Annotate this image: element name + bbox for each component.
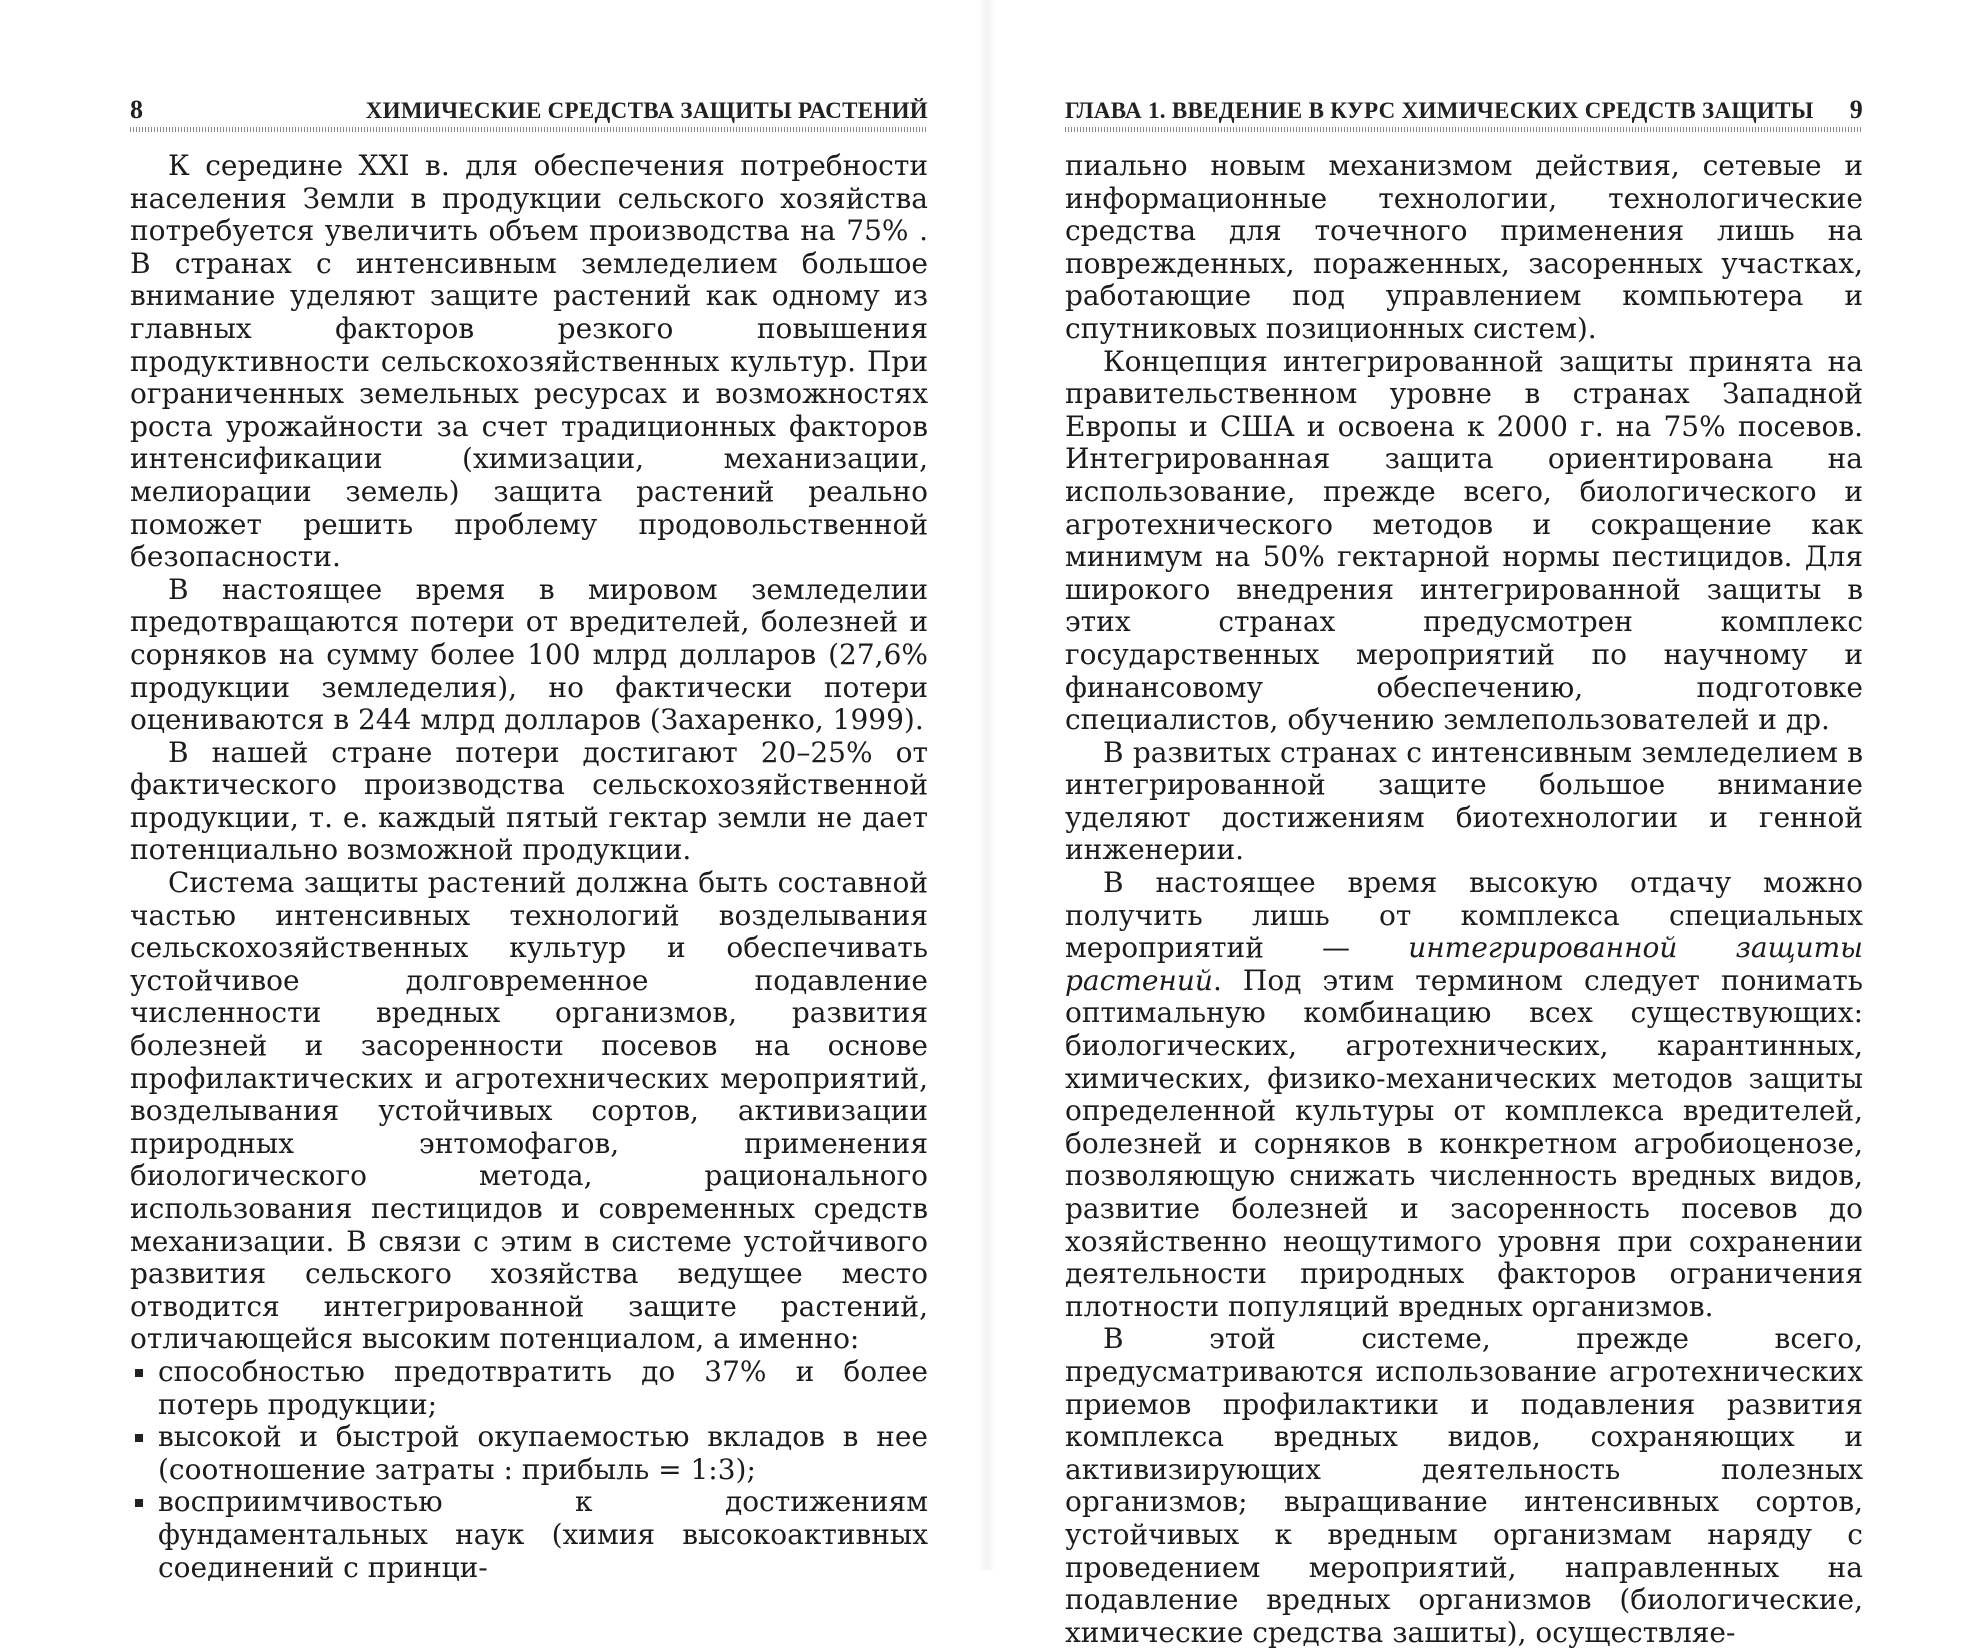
paragraph: К середине XXI в. для обеспечения потребности населения Земли в продукции сельского хозяйства потребуется увеличить объем производства на 75% . В странах с интенсивным земледелием большое внимание уделяют защите растений как одному из главных факторов резкого повышения продуктивности сельскохозяйственных культур. При ограниченных земельных ресурсах и возможностях роста урожайности за счет традиционных факторов интенсификации (химизации, механизации, мелиорации земель) защита растений реально поможет решить проблему продовольственной безопасности. (130, 149, 928, 574)
right-running-head (1065, 95, 1863, 129)
left-header-rule (130, 127, 928, 132)
paragraph: В развитых странах с интенсивным земледелием в интегрированной защите большое внимание уделяют достижениям биотехнологии и генной инженерии. (1065, 735, 1863, 867)
defined-term: интегрированной защиты растений (1065, 931, 1863, 997)
continued-paragraph: пиально новым механизмом действия, сетевые и информационные технологии, технологические средства для точечного применения лишь на поврежденных, пораженных, засоренных участках, работающие под управлением компьютера и спутниковых позиционных систем). (1065, 149, 1863, 345)
paragraph: Концепция интегрированной защиты принята на правительственном уровне в странах Западной Европы и США и освоена к 2000 г. на 75% посевов. Интегрированная защита ориентирована на использование, прежде всего, биологического и агротехнического методов и сокращение как минимум на 50% гектарной нормы пестицидов. Для широкого внедрения интегрированной защиты в этих странах предусмотрен комплекс государственных мероприятий по научному и финансовому обеспечению, подготовке специалистов, обучению землепользователей и др. (1065, 344, 1863, 737)
paragraph: В нашей стране потери достигают 20–25% от фактического производства сельскохозяйственной продукции, т. е. каждый пятый гектар земли не дает потенциально возможной продукции. (130, 735, 928, 867)
left-body-text (130, 150, 928, 1584)
right-body-text (1065, 150, 1863, 1649)
left-running-title: ХИМИЧЕСКИЕ СРЕДСТВА ЗАЩИТЫ РАСТЕНИЙ (365, 98, 928, 123)
left-page-number: 8 (130, 95, 144, 124)
left-running-head (130, 95, 928, 129)
right-running-title: ГЛАВА 1. ВВЕДЕНИЕ В КУРС ХИМИЧЕСКИХ СРЕДСТВ ЗАЩИТЫ (1065, 98, 1814, 123)
right-page (1065, 0, 1863, 1649)
paragraph: Система защиты растений должна быть составной частью интенсивных технологий возделывания сельскохозяйственных культур и обеспечивать устойчивое долговременное подавление численности вредных организмов, развития болезней и засоренности посевов на основе профилактических и агротехнических мероприятий, возделывания устойчивых сортов, активизации природных энтомофагов, применения биологического метода, рационального использования пестицидов и современных средств механизации. В связи с этим в системе устойчивого развития сельского хозяйства ведущее место отводится интегрированной защите растений, отличающейся высоким потенциалом, а именно: (130, 866, 928, 1356)
right-page-number: 9 (1849, 95, 1863, 124)
term-definition-paragraph (1065, 867, 1863, 1323)
term-lead-text: В настоящее время высокую отдачу можно получить лишь от комплекса специальных мероприятий — (1065, 866, 1863, 965)
right-header-rule (1065, 127, 1863, 132)
bullet-item: способностью предотвратить до 37% и более потерь продукции; (130, 1356, 928, 1421)
book-gutter (978, 0, 996, 1570)
left-page (130, 0, 928, 1584)
term-definition-text: . Под этим термином следует понимать оптимальную комбинацию всех существующих: биологических, агротехнических, карантинных, химических, физико-механических методов защиты определенной культуры от комплекса вредителей, болезней и сорняков в конкретном агробиоценозе, позволяющую снижать численность вредных видов, развитие болезней и засоренность посевов до хозяйственно неощутимого уровня при сохранении деятельности природных факторов ограничения плотности популяций вредных организмов. (1065, 963, 1863, 1323)
bullet-item: восприимчивостью к достижениям фундаментальных наук (химия высокоактивных соединений с принци- (130, 1486, 928, 1584)
bullet-item: высокой и быстрой окупаемостью вкладов в нее (соотношение затраты : прибыль = 1:3); (130, 1421, 928, 1486)
bullet-list (130, 1356, 928, 1584)
paragraph: В настоящее время в мировом земледелии предотвращаются потери от вредителей, болезней и сорняков на сумму более 100 млрд долларов (27,6% продукции земледелия), но фактически потери оцениваются в 244 млрд долларов (Захаренко, 1999). (130, 572, 928, 737)
paragraph: В этой системе, прежде всего, предусматриваются использование агротехнических приемов профилактики и подавления развития комплекса вредных видов, сохраняющих и активизирующих деятельность полезных организмов; выращивание интенсивных сортов, устойчивых к вредным организмам наряду с проведением мероприятий, направленных на подавление вредных организмов (биологические, химические средства зашиты), осуществляе- (1065, 1322, 1863, 1649)
